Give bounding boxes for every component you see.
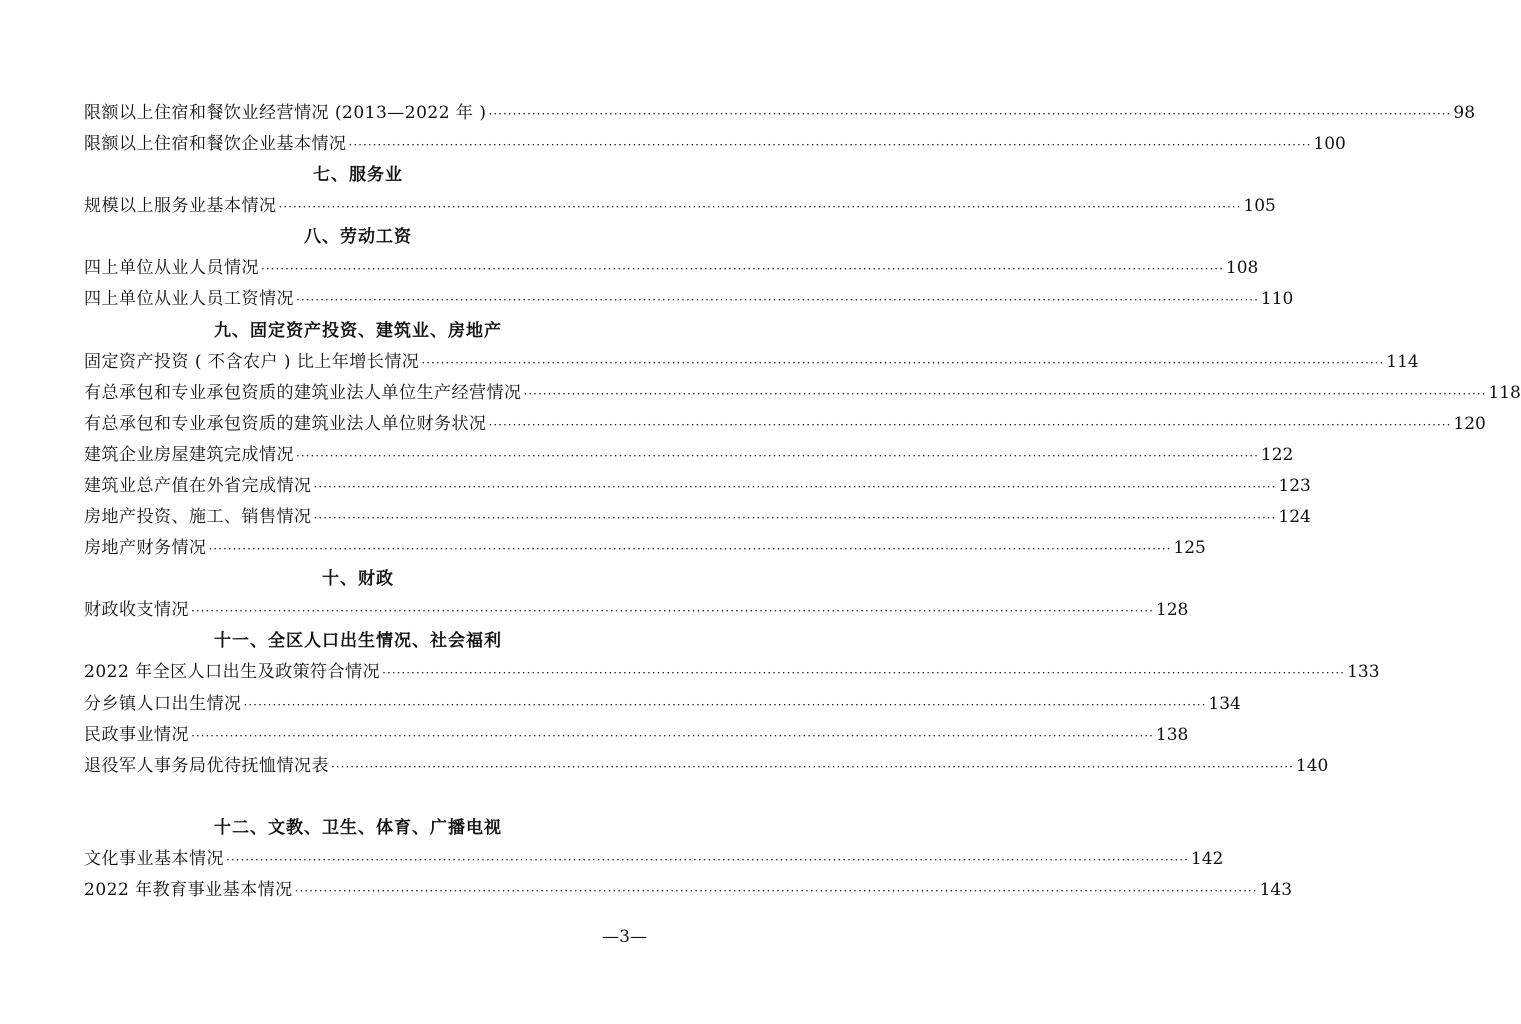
toc-entry[interactable] (84, 131, 1346, 157)
dot-leader: ········································································································································································································ (226, 853, 1189, 867)
toc-entry[interactable] (84, 100, 1476, 126)
toc-entry-page: 142 (1190, 849, 1224, 869)
toc-entry-page: 122 (1260, 445, 1294, 465)
dot-leader: ········································································································································································································ (421, 356, 1385, 370)
toc-entry-title: 限额以上住宿和餐饮企业基本情况 (84, 134, 347, 154)
toc-entry[interactable] (84, 286, 1294, 312)
dot-leader: ········································································································································································································ (488, 418, 1452, 432)
dot-leader: ········································································································································································································ (523, 387, 1487, 401)
dot-leader: ········································································································································································································ (191, 604, 1154, 618)
dot-leader: ········································································································································································································ (261, 262, 1224, 276)
dot-leader: ········································································································································································································ (243, 698, 1207, 712)
dot-leader: ········································································································································································································ (348, 138, 1312, 152)
toc-entry-page: 110 (1260, 289, 1294, 309)
toc-entry-title: 2022 年教育事业基本情况 (84, 880, 293, 900)
dot-leader: ········································································································································································································ (382, 666, 1346, 680)
section-heading: 九、固定资产投资、建筑业、房地产 (214, 321, 502, 341)
toc-entry-title: 分乡镇人口出生情况 (84, 694, 242, 714)
toc-entry-title: 四上单位从业人员工资情况 (84, 289, 294, 309)
dot-leader: ········································································································································································································ (296, 449, 1259, 463)
dot-leader: ········································································································································································································ (278, 200, 1242, 214)
section-heading: 七、服务业 (313, 165, 403, 185)
toc-entry-title: 有总承包和专业承包资质的建筑业法人单位生产经营情况 (84, 383, 522, 403)
dot-leader: ········································································································································································································ (488, 107, 1452, 121)
toc-entry[interactable] (84, 411, 1486, 437)
toc-entry[interactable] (84, 535, 1206, 561)
dot-leader: ········································································································································································································ (313, 480, 1277, 494)
toc-entry-title: 民政事业情况 (84, 725, 189, 745)
toc-entry-page: 128 (1155, 600, 1189, 620)
section-heading: 十二、文教、卫生、体育、广播电视 (214, 818, 502, 838)
toc-entry-page: 133 (1347, 662, 1380, 682)
dot-leader: ········································································································································································································ (296, 293, 1259, 307)
section-heading: 十一、全区人口出生情况、社会福利 (214, 631, 502, 651)
section-heading: 十、财政 (322, 569, 394, 589)
toc-entry-title: 建筑企业房屋建筑完成情况 (84, 445, 294, 465)
toc-entry-page: 143 (1259, 880, 1293, 900)
toc-entry-page: 123 (1278, 476, 1311, 496)
toc-entry-page: 118 (1488, 383, 1521, 403)
toc-entry-title: 房地产财务情况 (84, 538, 207, 558)
toc-entry-title: 2022 年全区人口出生及政策符合情况 (84, 662, 381, 682)
toc-entry[interactable] (84, 753, 1329, 779)
toc-entry[interactable] (84, 597, 1189, 623)
toc-entry[interactable] (84, 442, 1294, 468)
toc-entry-page: 114 (1386, 352, 1419, 372)
toc-entry[interactable] (84, 255, 1259, 281)
toc-entry[interactable] (84, 380, 1521, 406)
toc-entry-title: 财政收支情况 (84, 600, 189, 620)
toc-entry[interactable] (84, 193, 1276, 219)
dot-leader: ········································································································································································································ (313, 511, 1277, 525)
page-number: —3— (602, 927, 647, 947)
toc-entry[interactable] (84, 877, 1293, 903)
section-heading: 八、劳动工资 (304, 227, 412, 247)
toc-entry-page: 134 (1208, 694, 1241, 714)
dot-leader: ········································································································································································································ (294, 884, 1258, 898)
toc-entry[interactable] (84, 722, 1189, 748)
toc-entry-page: 138 (1155, 725, 1189, 745)
toc-entry-page: 125 (1173, 538, 1206, 558)
toc-entry-title: 退役军人事务局优待抚恤情况表 (84, 756, 329, 776)
toc-entry[interactable] (84, 846, 1224, 872)
toc-entry-page: 100 (1313, 134, 1346, 154)
toc-entry-title: 文化事业基本情况 (84, 849, 224, 869)
toc-entry[interactable] (84, 349, 1419, 375)
dot-leader: ········································································································································································································ (208, 542, 1172, 556)
toc-entry[interactable] (84, 691, 1241, 717)
dot-leader: ········································································································································································································ (331, 760, 1294, 774)
toc-entry-title: 有总承包和专业承包资质的建筑业法人单位财务状况 (84, 414, 487, 434)
toc-entry[interactable] (84, 659, 1380, 685)
toc-entry-page: 120 (1453, 414, 1486, 434)
toc-entry-page: 140 (1295, 756, 1329, 776)
toc-entry-page: 98 (1453, 103, 1476, 123)
toc-entry-title: 限额以上住宿和餐饮业经营情况 (2013—2022 年 ) (84, 103, 487, 123)
toc-entry-page: 108 (1225, 258, 1259, 278)
toc-entry[interactable] (84, 504, 1311, 530)
toc-entry-title: 房地产投资、施工、销售情况 (84, 507, 312, 527)
toc-entry-title: 规模以上服务业基本情况 (84, 196, 277, 216)
toc-entry-title: 建筑业总产值在外省完成情况 (84, 476, 312, 496)
toc-entry-page: 124 (1278, 507, 1311, 527)
toc-entry[interactable] (84, 473, 1311, 499)
toc-entry-title: 固定资产投资 ( 不含农户 ) 比上年增长情况 (84, 352, 420, 372)
toc-entry-page: 105 (1243, 196, 1276, 216)
dot-leader: ········································································································································································································ (191, 729, 1154, 743)
toc-entry-title: 四上单位从业人员情况 (84, 258, 259, 278)
